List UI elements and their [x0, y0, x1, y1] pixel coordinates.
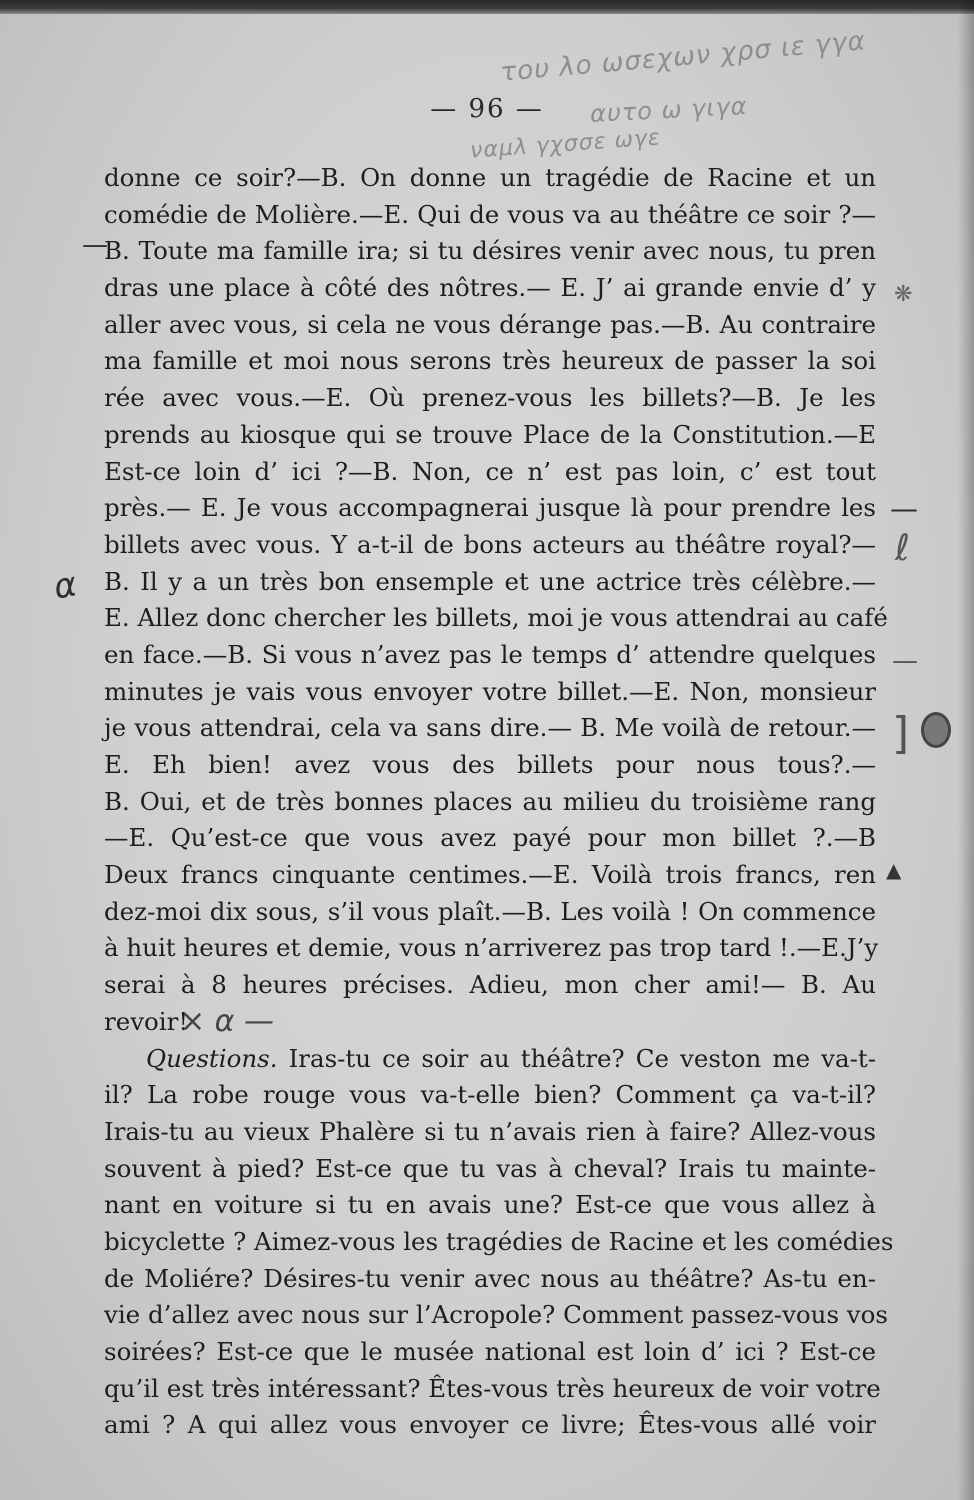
text-line: près.— E. Je vous accompagnerai jusque là pour prendre les — [104, 493, 876, 523]
text-line: en face.—B. Si vous n’avez pas le temps d’ attendre quelques — [104, 639, 876, 669]
questions-label: Questions. — [146, 1043, 278, 1073]
text-line: B. Il y a un très bon ensemple et une actrice très célèbre.— — [104, 566, 876, 596]
text-line: revoir! — [104, 1006, 189, 1036]
handwritten-note-3: ναμλ γχσσε ωγε — [469, 125, 662, 164]
question-line: vie d’allez avec nous sur l’Acropole? Comment passez-vous vos — [104, 1300, 888, 1330]
pencil-dash-mark: — — [892, 646, 918, 676]
pencil-scribble-mark: ❋ — [894, 282, 913, 307]
body-text — [104, 160, 894, 1444]
question-line: souvent à pied? Est-ce que tu vas à cheval? Irais tu mainte- — [104, 1153, 876, 1183]
text-line: B. Toute ma famille ira; si tu désires venir avec nous, tu pren — [104, 236, 876, 266]
text-line: B. Oui, et de très bonnes places au milieu du troisième rang — [104, 786, 876, 816]
text-line: prends au kiosque qui se trouve Place de la Constitution.—E — [104, 419, 876, 449]
text-line: dras une place à côté des nôtres.— E. J’ ai grande envie d’ y — [104, 273, 876, 303]
text-line: aller avec vous, si cela ne vous dérange pas.—B. Au contraire — [104, 309, 876, 339]
handwritten-note-1: του λο ωσεχων χρσ ιε γγα — [499, 26, 867, 88]
pencil-arrow-mark: ▲ — [886, 858, 902, 882]
pencil-dash-mark: — — [82, 230, 108, 260]
handwritten-note-2: αυτο ω γιγα — [589, 91, 749, 129]
text-line: rée avec vous.—E. Où prenez-vous les billets?—B. Je les — [104, 383, 876, 413]
questions-first-text: Iras-tu ce soir au théâtre? Ce veston me va-t- — [288, 1043, 876, 1073]
question-line: ami ? A qui allez vous envoyer ce livre; Êtes-vous allé voir — [104, 1410, 876, 1440]
pencil-alpha-mark: α — [50, 564, 80, 608]
text-line: donne ce soir?—B. On donne un tragédie de Racine et un — [104, 163, 876, 192]
question-line: bicyclette ? Aimez-vous les tragédies de Racine et les comédies — [104, 1226, 894, 1256]
text-line: comédie de Molière.—E. Qui de vous va au théâtre ce soir ?— — [104, 199, 876, 229]
text-line: je vous attendrai, cela va sans dire.— B. Me voilà de retour.— — [104, 713, 876, 743]
text-line: E. Eh bien! avez vous des billets pour nous tous?.— — [104, 750, 876, 779]
text-line: à huit heures et demie, vous n’arriverez pas trop tard !.—E.J’y — [104, 933, 879, 963]
question-line: nant en voiture si tu en avais une? Est-ce que vous allez à — [104, 1190, 876, 1220]
text-line: minutes je vais vous envoyer votre billet.—E. Non, monsieur — [104, 676, 876, 706]
text-line: Deux francs cinquante centimes.—E. Voilà trois francs, ren — [104, 860, 876, 890]
pencil-bracket-mark: ] — [892, 708, 910, 759]
page-right-shadow — [958, 0, 974, 1500]
question-line: qu’il est très intéressant? Êtes-vous très heureux de voir votre — [104, 1373, 881, 1403]
pencil-cross-mark: × α — — [180, 1004, 274, 1039]
pencil-loop-mark: ℓ — [895, 528, 910, 569]
text-line: Est-ce loin d’ ici ?—B. Non, ce n’ est pas loin, c’ est tout — [104, 456, 876, 486]
ink-blot-mark — [921, 712, 951, 748]
text-line: serai à 8 heures précises. Adieu, mon cher ami!— B. Au — [104, 970, 876, 1000]
question-line: soirées? Est-ce que le musée national est loin d’ ici ? Est-ce — [104, 1337, 876, 1366]
text-line: billets avec vous. Y a-t-il de bons acteurs au théâtre royal?— — [104, 529, 876, 559]
page-number: — 96 — — [430, 94, 544, 124]
text-line: dez-moi dix sous, s’il vous plaît.—B. Les voilà ! On commence — [104, 896, 876, 926]
question-line: Irais-tu au vieux Phalère si tu n’avais rien à faire? Allez-vous — [104, 1116, 876, 1146]
pencil-dash-mark: — — [890, 492, 918, 525]
question-line: il? La robe rouge vous va-t-elle bien? Comment ça va-t-il? — [104, 1080, 876, 1110]
text-line: —E. Qu’est-ce que vous avez payé pour mon billet ?.—B — [104, 823, 876, 853]
text-line: E. Allez donc chercher les billets, moi je vous attendrai au café — [104, 603, 888, 633]
questions-first-line — [104, 1041, 876, 1078]
question-line: de Moliére? Désires-tu venir avec nous au théâtre? As-tu en- — [104, 1263, 876, 1293]
page-top-edge — [0, 0, 974, 14]
text-line: ma famille et moi nous serons très heureux de passer la soi — [104, 346, 876, 376]
